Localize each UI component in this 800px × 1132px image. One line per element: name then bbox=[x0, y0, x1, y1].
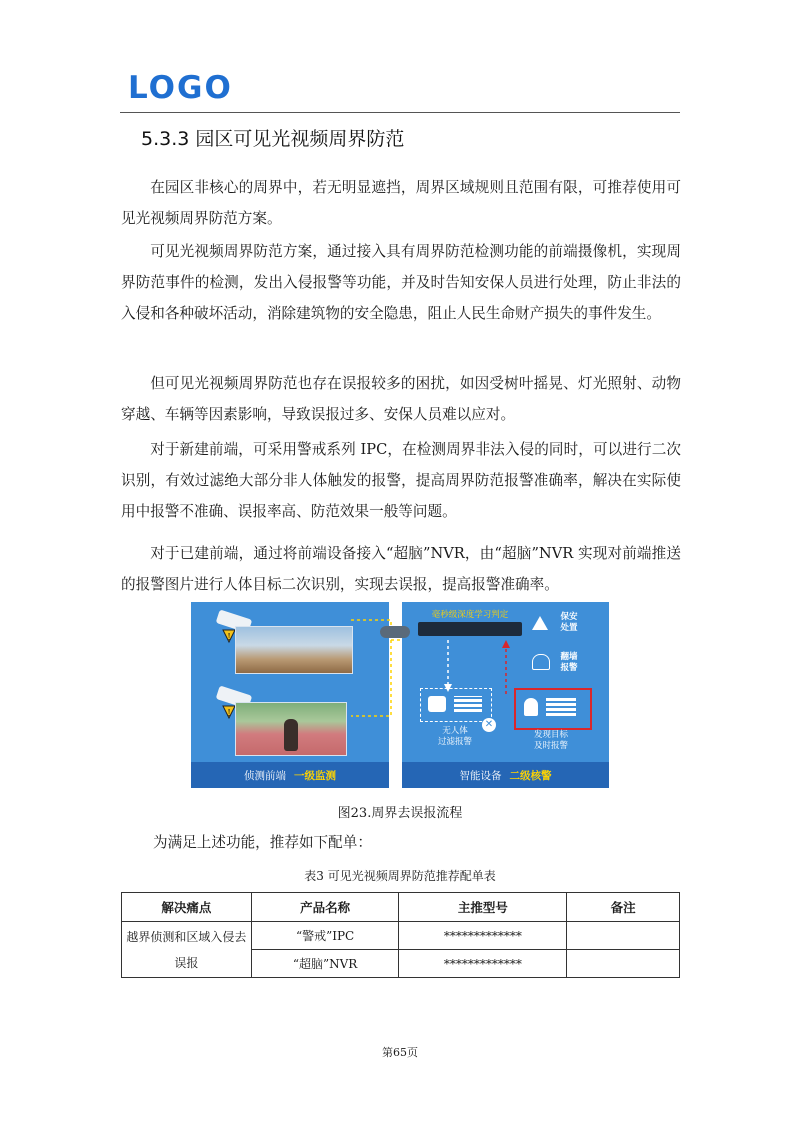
wall-icon bbox=[454, 696, 482, 712]
table-row bbox=[122, 922, 680, 950]
cat-shape bbox=[284, 719, 298, 751]
figure-right-panel bbox=[402, 602, 609, 788]
lead-text: 为满足上述功能，推荐如下配单： bbox=[153, 834, 372, 851]
pain-point-cell: 越界侦测和区域入侵去误报 bbox=[122, 922, 252, 978]
model-cell: ************* bbox=[399, 950, 567, 978]
left-footer-label: 侦测前端 bbox=[244, 769, 286, 782]
right-footer-label: 智能设备 bbox=[459, 769, 502, 782]
note-cell bbox=[567, 950, 680, 978]
paragraph: 但可见光视频周界防范也存在误报较多的困扰，如因受树叶摇晃、灯光照射、动物穿越、车辆等因素影响，导致误报过多、安保人员难以应对。 bbox=[121, 375, 681, 423]
section-title: 5.3.3 园区可见光视频周界防范 bbox=[141, 128, 405, 150]
figure-caption: 图23.周界去误报流程 bbox=[337, 806, 463, 821]
guard-icon bbox=[532, 616, 548, 630]
figure-left-panel bbox=[191, 602, 389, 788]
header-divider bbox=[120, 112, 680, 113]
paragraph: 对于已建前端，通过将前端设备接入“超脑”NVR，由“超脑”NVR 实现对前端推送的报警图片进行人体目标二次识别，实现去误报，提高报警准确率。 bbox=[121, 545, 681, 593]
column-header: 解决痛点 bbox=[122, 893, 252, 922]
svg-text:!: ! bbox=[227, 633, 231, 643]
left-footer-highlight: 一级监测 bbox=[294, 769, 336, 782]
left-panel-footer bbox=[191, 762, 389, 788]
action-top-label: 保安 处置 bbox=[560, 612, 578, 633]
router-icon bbox=[380, 626, 410, 638]
column-header: 备注 bbox=[567, 893, 680, 922]
logo: LOGO bbox=[128, 70, 233, 106]
scene-photo-cat bbox=[235, 702, 347, 756]
svg-text:!: ! bbox=[227, 709, 231, 719]
paragraph: 可见光视频周界防范方案，通过接入具有周界防范检测功能的前端摄像机，实现周界防范事件的检测，发出入侵报警等功能，并及时告知安保人员进行处理，防止非法的入侵和各种破坏活动，消除建筑物的安全隐患，阻止人民生命财产损失的事件发生。 bbox=[121, 243, 681, 322]
right-footer-highlight: 二级核警 bbox=[509, 769, 552, 782]
detected-label: 发现目标 及时报警 bbox=[533, 730, 568, 751]
table-header-row bbox=[122, 893, 680, 922]
note-cell bbox=[567, 922, 680, 950]
nvr-device bbox=[418, 622, 522, 636]
product-cell: “警戒”IPC bbox=[251, 922, 399, 950]
table-caption: 表3 可见光视频周界防范推荐配单表 bbox=[304, 869, 496, 883]
intruder-icon bbox=[524, 698, 538, 716]
dog-icon bbox=[428, 696, 446, 712]
paragraph: 对于新建前端，可采用警戒系列 IPC，在检测周界非法入侵的同时，可以进行二次识别，有效过滤绝大部分非人体触发的报警，提高周界防范报警准确率，解决在实际使用中报警不准确、误报率高、防范效果一般等问题。 bbox=[121, 441, 681, 520]
column-header: 产品名称 bbox=[251, 893, 399, 922]
nvr-label: 毫秒级深度学习判定 bbox=[431, 610, 509, 620]
wall-icon bbox=[546, 698, 576, 716]
perimeter-flow-figure bbox=[191, 602, 609, 788]
right-panel-footer bbox=[402, 762, 609, 788]
column-header: 主推型号 bbox=[399, 893, 567, 922]
paragraph: 在园区非核心的周界中，若无明显遮挡，周界区域规则且范围有限，可推荐使用可见光视频周界防范方案。 bbox=[121, 179, 681, 227]
product-cell: “超脑”NVR bbox=[251, 950, 399, 978]
page-number: 第65页 bbox=[382, 1046, 418, 1059]
model-cell: ************* bbox=[399, 922, 567, 950]
filtered-label: 无人体 过滤报警 bbox=[437, 726, 472, 747]
scene-photo-bridge bbox=[235, 626, 353, 674]
alarm-icon bbox=[532, 654, 550, 670]
action-mid-label: 翻墙 报警 bbox=[560, 652, 578, 673]
recommendation-table bbox=[121, 892, 680, 978]
reject-icon: ✕ bbox=[482, 718, 496, 732]
